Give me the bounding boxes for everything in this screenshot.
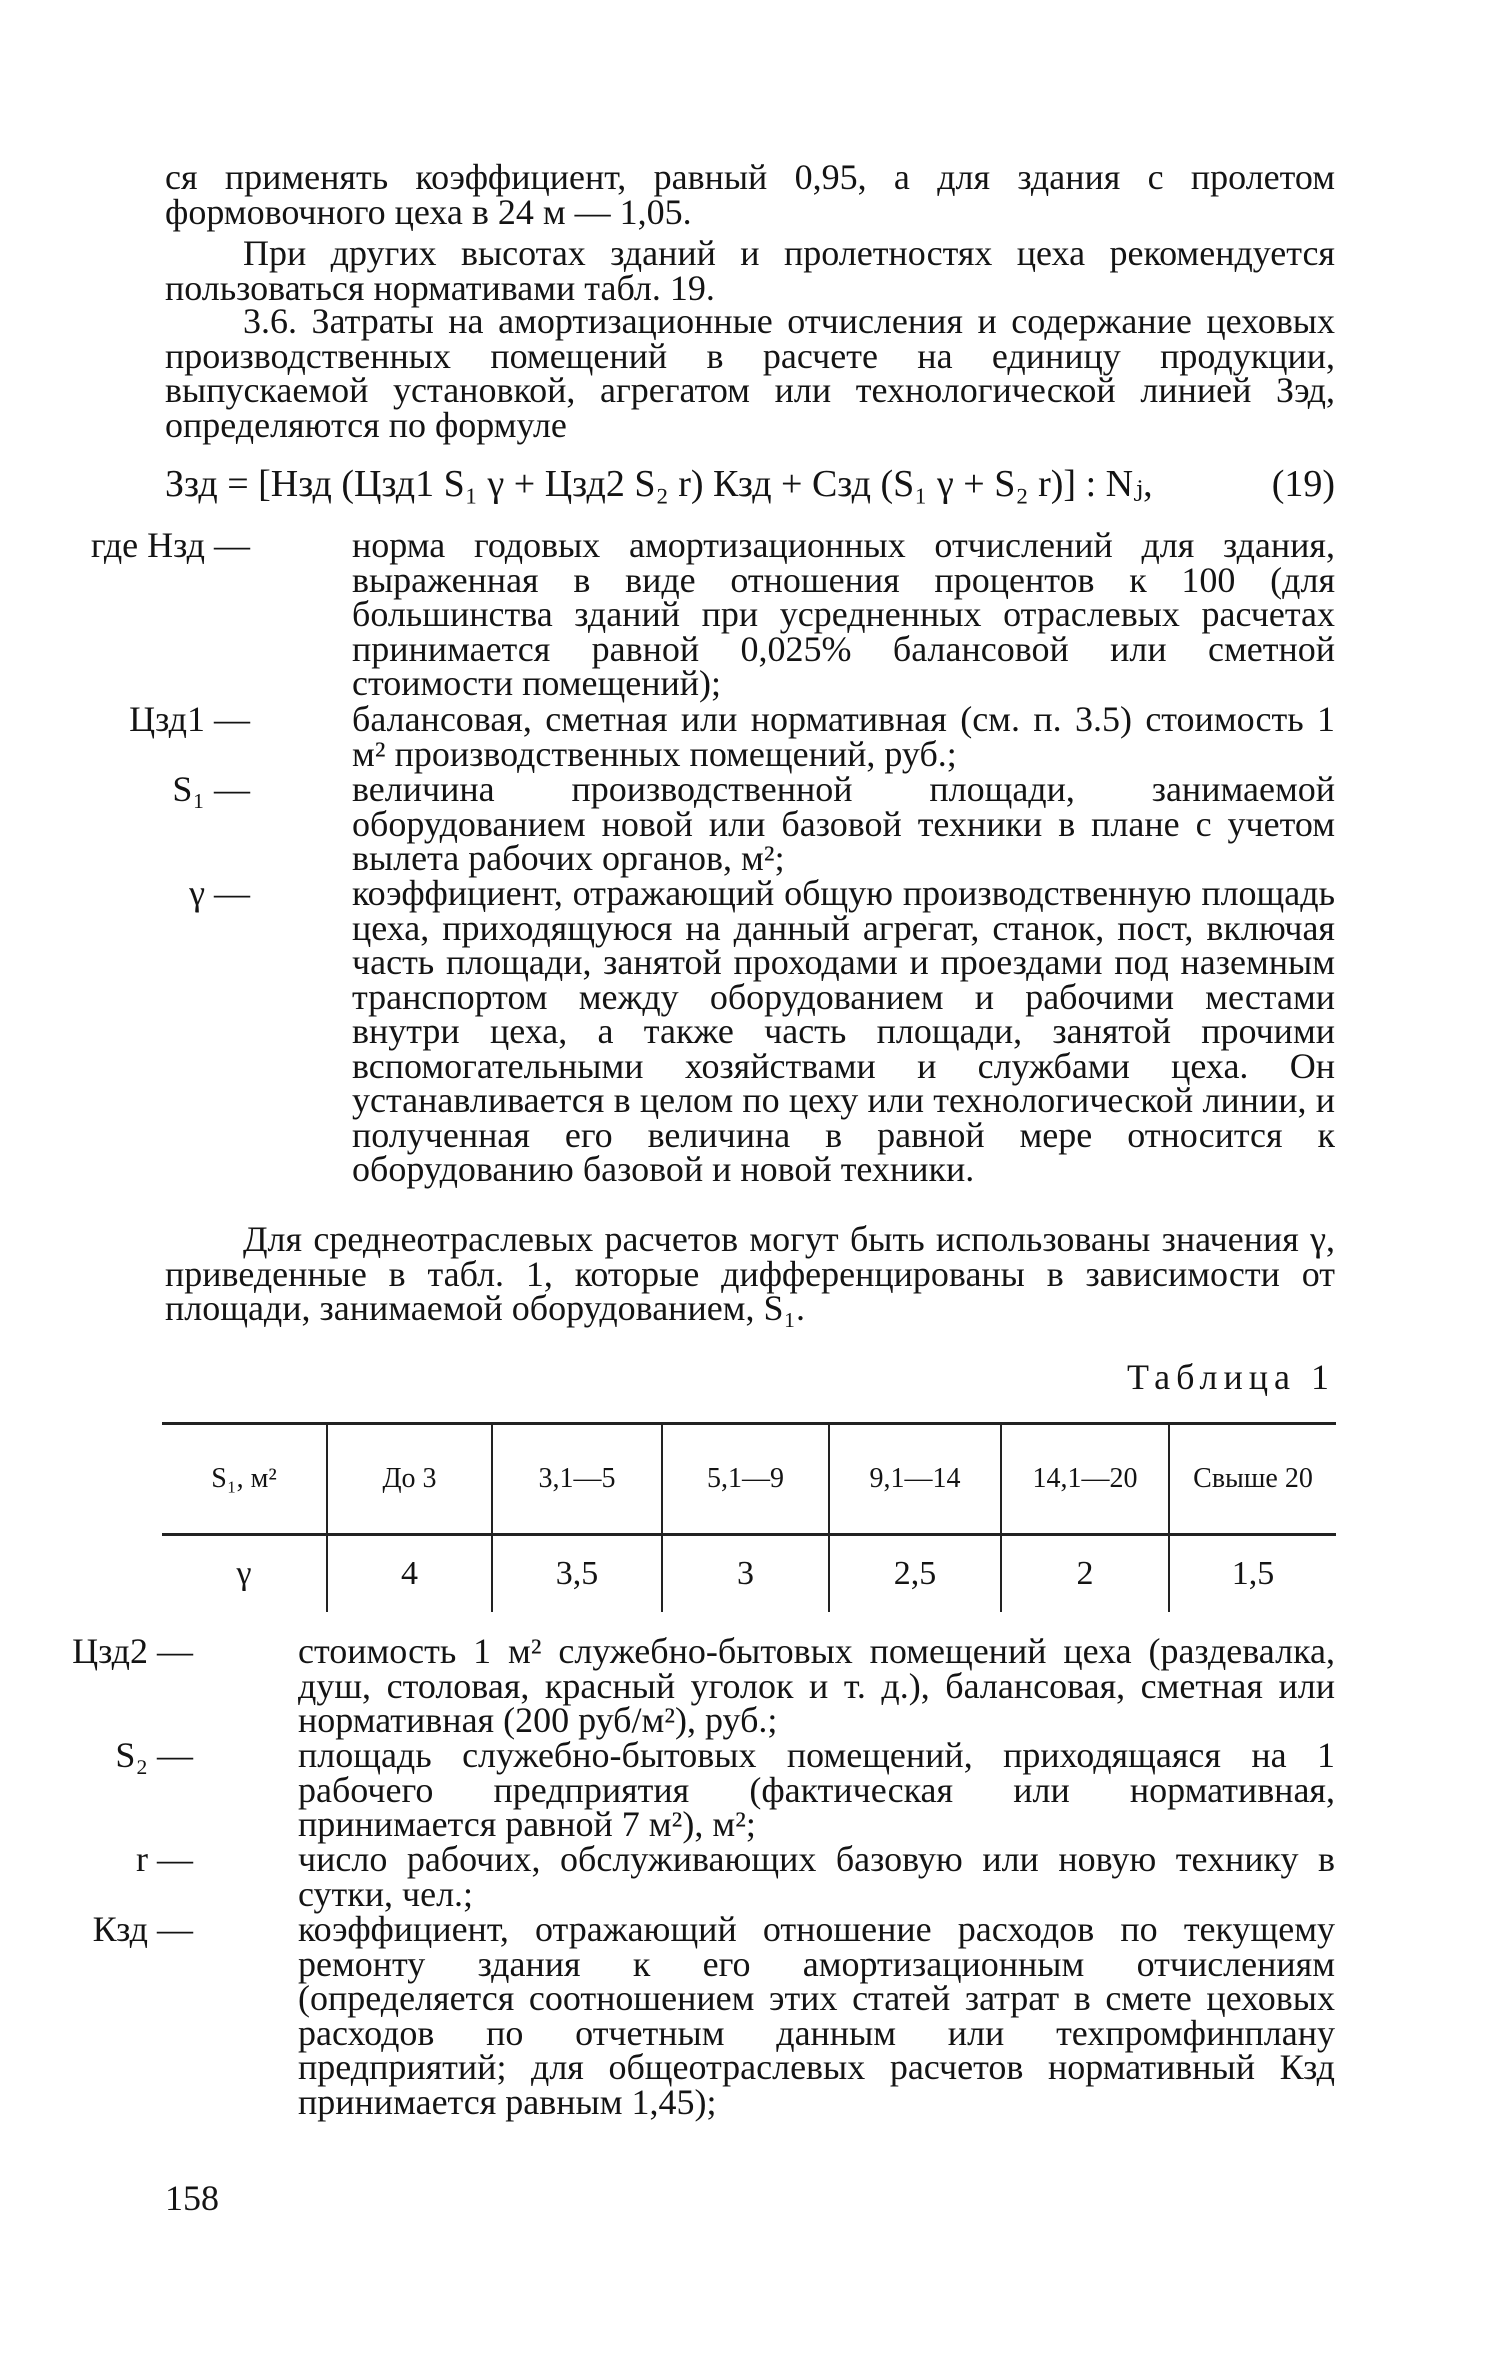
definition-term: Цзд1 — [129, 699, 250, 739]
definition-term: γ — [189, 873, 250, 913]
table-header-cell: S₁, м² [211, 1463, 277, 1494]
definition-text: норма годовых амортизационных отчислений для здания, выраженная в виде отношения процентов к 100 (для большинства зданий при усредненных отраслевых расчетах принимается равной 0,025% балансовой или сметной стоимости помещений); [352, 525, 1335, 703]
definition-term: r — [136, 1839, 193, 1879]
definition-term: S₁ — [172, 769, 250, 809]
table-header-row [162, 1424, 1336, 1535]
table-header-cell: 5,1—9 [662, 1424, 829, 1535]
definition-text: коэффициент, отражающий отношение расходов по текущему ремонту здания к его амортизационным отчислениям (определяется соотношением этих статей затрат в смете цеховых расходов по отчетным данным или техпромфинплану предприятий; для общеотраслевых расчетов нормативный Кзд принимается равным 1,45); [298, 1909, 1335, 2122]
definition-term: где Нзд — [90, 525, 250, 565]
table-cell: γ [236, 1554, 252, 1592]
definition-text: балансовая, сметная или нормативная (см. п. 3.5) стоимость 1 м² производственных помещений, руб.; [352, 699, 1335, 774]
table-header-cell: 3,1—5 [492, 1424, 662, 1535]
table-cell: 2 [1001, 1535, 1169, 1612]
table-cell: 2,5 [829, 1535, 1001, 1612]
definition-text: величина производственной площади, занимаемой оборудованием новой или базовой техники в плане с учетом вылета рабочих органов, м²; [352, 769, 1335, 878]
table-cell: 3 [662, 1535, 829, 1612]
definition-text: стоимость 1 м² служебно-бытовых помещений цеха (раздевалка, душ, столовая, красный уголок и т. д.), балансовая, сметная или нормативная (200 руб/м²), руб.; [298, 1631, 1335, 1740]
paragraph-section-3-6: 3.6. Затраты на амортизационные отчисления и содержание цеховых производственных помещений в расчете на единицу продукции, выпускаемой установкой, агрегатом или технологической линией Зэд, определяются по формуле [165, 301, 1335, 445]
definition-text: коэффициент, отражающий общую производственную площадь цеха, приходящуюся на данный агрегат, станок, пост, включая часть площади, занятой проходами и проездами под наземным транспортом между оборудованием и рабочими местами внутри цеха, а также часть площади, занятой прочими вспомогательными хозяйствами и службами цеха. Он устанавливается в целом по цеху или технологической линии, и полученная его величина в равной мере относится к оборудованию базовой и новой техники. [352, 873, 1335, 1189]
formula-expression: Ззд = [Нзд (Цзд1 S₁ γ + Цзд2 S₂ r) Кзд + Сзд (S₁ γ + S₂ r)] : Nⱼ, [165, 463, 1153, 505]
table-cell: 1,5 [1169, 1535, 1336, 1612]
table-header-cell: Свыше 20 [1169, 1424, 1336, 1535]
definition-term: Цзд2 — [72, 1631, 193, 1671]
paragraph-continuation: ся применять коэффициент, равный 0,95, а для здания с пролетом формовочного цеха в 24 м — 1,05. [165, 157, 1335, 232]
definition-text: площадь служебно-бытовых помещений, приходящаяся на 1 рабочего предприятия (фактическая или нормативная, принимается равной 7 м²), м²; [298, 1735, 1335, 1844]
table-1 [162, 1422, 1336, 1612]
definition-text: число рабочих, обслуживающих базовую или новую технику в сутки, чел.; [298, 1839, 1335, 1914]
table-header-cell: 14,1—20 [1001, 1424, 1169, 1535]
formula-number: (19) [1271, 463, 1335, 505]
paragraph-other-heights: При других высотах зданий и пролетностях цеха рекомендуется пользоваться нормативами табл. 19. [165, 233, 1335, 308]
page-number: 158 [165, 2178, 219, 2218]
table-cell: 4 [327, 1535, 492, 1612]
table-caption: Таблица 1 [1127, 1357, 1335, 1397]
table-header-cell: 9,1—14 [829, 1424, 1001, 1535]
definition-term: S₂ — [115, 1735, 193, 1775]
table-row [162, 1535, 1336, 1612]
formula-19 [165, 462, 1335, 506]
table-header-cell: До 3 [327, 1424, 492, 1535]
paragraph-table-intro: Для среднеотраслевых расчетов могут быть использованы значения γ, приведенные в табл. 1, которые дифференцированы в зависимости от площади, занимаемой оборудованием, S₁. [165, 1219, 1335, 1328]
definition-term: Кзд — [92, 1909, 193, 1949]
table-cell: 3,5 [492, 1535, 662, 1612]
